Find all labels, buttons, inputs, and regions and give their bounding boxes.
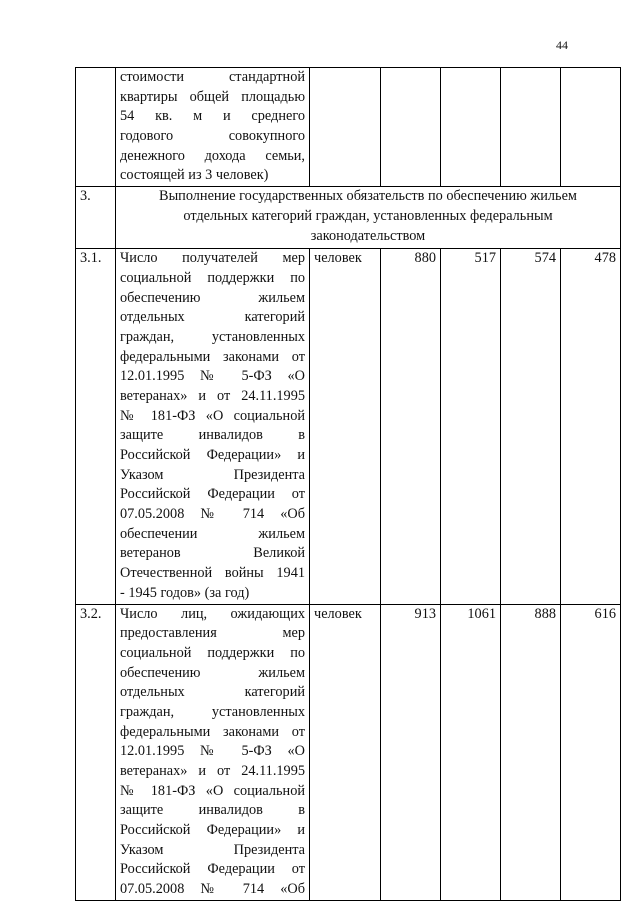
- text-line: защите инвалидов в: [120, 427, 305, 444]
- text-line: отдельных категорий: [120, 309, 305, 326]
- text-line: обеспечению жильем: [120, 289, 305, 306]
- text-line: квартиры общей площадью: [120, 88, 305, 105]
- value-2: 517: [441, 249, 501, 604]
- text-line: ветеранов Великой: [120, 545, 305, 562]
- value-3: 574: [501, 249, 561, 604]
- text-line: ветеранах» и от 24.11.1995: [120, 387, 305, 404]
- row-number: 3.1.: [76, 249, 116, 604]
- row-number-cell: [76, 68, 116, 187]
- text-line: граждан, установленных: [120, 328, 305, 345]
- text-line: стоимости стандартной: [120, 69, 305, 85]
- text-line: Отечественной войны 1941: [120, 565, 305, 582]
- section-number: 3.: [76, 187, 116, 249]
- row-number: 3.2.: [76, 604, 116, 900]
- unit-cell: [310, 68, 381, 187]
- value-2: 1061: [441, 604, 501, 900]
- text-line: состоящей из 3 человек): [120, 167, 269, 184]
- text-line: 12.01.1995 № 5-ФЗ «О: [120, 368, 305, 385]
- text-line: Выполнение государственных обязательств по обеспечению жильем: [159, 188, 577, 205]
- indicator-name-text: [120, 605, 305, 900]
- text-line: отдельных категорий граждан, установленных федеральным: [183, 207, 553, 224]
- text-line: обеспечению жильем: [120, 664, 305, 681]
- section-title-cell: [116, 187, 621, 249]
- unit: человек: [310, 249, 381, 604]
- text-line: защите инвалидов в: [120, 802, 305, 819]
- text-line: федеральными законами от: [120, 723, 305, 740]
- value-cell: [441, 68, 501, 187]
- text-line: законодательством: [310, 227, 426, 244]
- continuation-row: [76, 68, 621, 187]
- value-4: 616: [561, 604, 621, 900]
- indicator-name-cell: [116, 604, 310, 900]
- text-line: социальной поддержки по: [120, 269, 305, 286]
- indicator-name-text: [120, 68, 305, 186]
- text-line: - 1945 годов» (за год): [120, 584, 250, 601]
- indicator-name-text: [120, 249, 305, 603]
- value-1: 913: [381, 604, 441, 900]
- table-row: [76, 604, 621, 900]
- text-line: 07.05.2008 № 714 «Об: [120, 881, 305, 898]
- text-line: Российской Федерации от: [120, 861, 305, 878]
- text-line: социальной поддержки по: [120, 644, 305, 661]
- value-cell: [501, 68, 561, 187]
- page-number: 44: [556, 38, 568, 52]
- value-3: 888: [501, 604, 561, 900]
- unit: человек: [310, 604, 381, 900]
- indicator-name-cell: [116, 249, 310, 604]
- text-line: Число получателей мер: [120, 250, 305, 267]
- text-line: федеральными законами от: [120, 348, 305, 365]
- text-line: Российской Федерации от: [120, 486, 305, 503]
- indicator-name-cell: [116, 68, 310, 187]
- value-cell: [381, 68, 441, 187]
- text-line: Указом Президента: [120, 466, 305, 483]
- text-line: Указом Президента: [120, 841, 305, 858]
- value-cell: [561, 68, 621, 187]
- text-line: отдельных категорий: [120, 684, 305, 701]
- text-line: № 181-ФЗ «О социальной: [120, 782, 305, 799]
- text-line: ветеранах» и от 24.11.1995: [120, 763, 305, 779]
- table-row: [76, 249, 621, 604]
- text-line: денежного дохода семьи,: [120, 147, 305, 164]
- text-line: Российской Федерации» и: [120, 447, 305, 463]
- value-1: 880: [381, 249, 441, 604]
- indicators-table: [75, 67, 621, 901]
- section-row: [76, 187, 621, 249]
- text-line: граждан, установленных: [120, 703, 305, 720]
- text-line: обеспечении жильем: [120, 525, 305, 542]
- text-line: предоставления мер: [120, 625, 305, 642]
- section-title: [120, 187, 616, 246]
- value-4: 478: [561, 249, 621, 604]
- text-line: Российской Федерации» и: [120, 822, 305, 839]
- text-line: 12.01.1995 № 5-ФЗ «О: [120, 743, 305, 760]
- text-line: годового совокупного: [120, 128, 305, 145]
- text-line: 54 кв. м и среднего: [120, 108, 305, 125]
- text-line: 07.05.2008 № 714 «Об: [120, 506, 305, 523]
- text-line: Число лиц, ожидающих: [120, 605, 305, 622]
- text-line: № 181-ФЗ «О социальной: [120, 407, 305, 424]
